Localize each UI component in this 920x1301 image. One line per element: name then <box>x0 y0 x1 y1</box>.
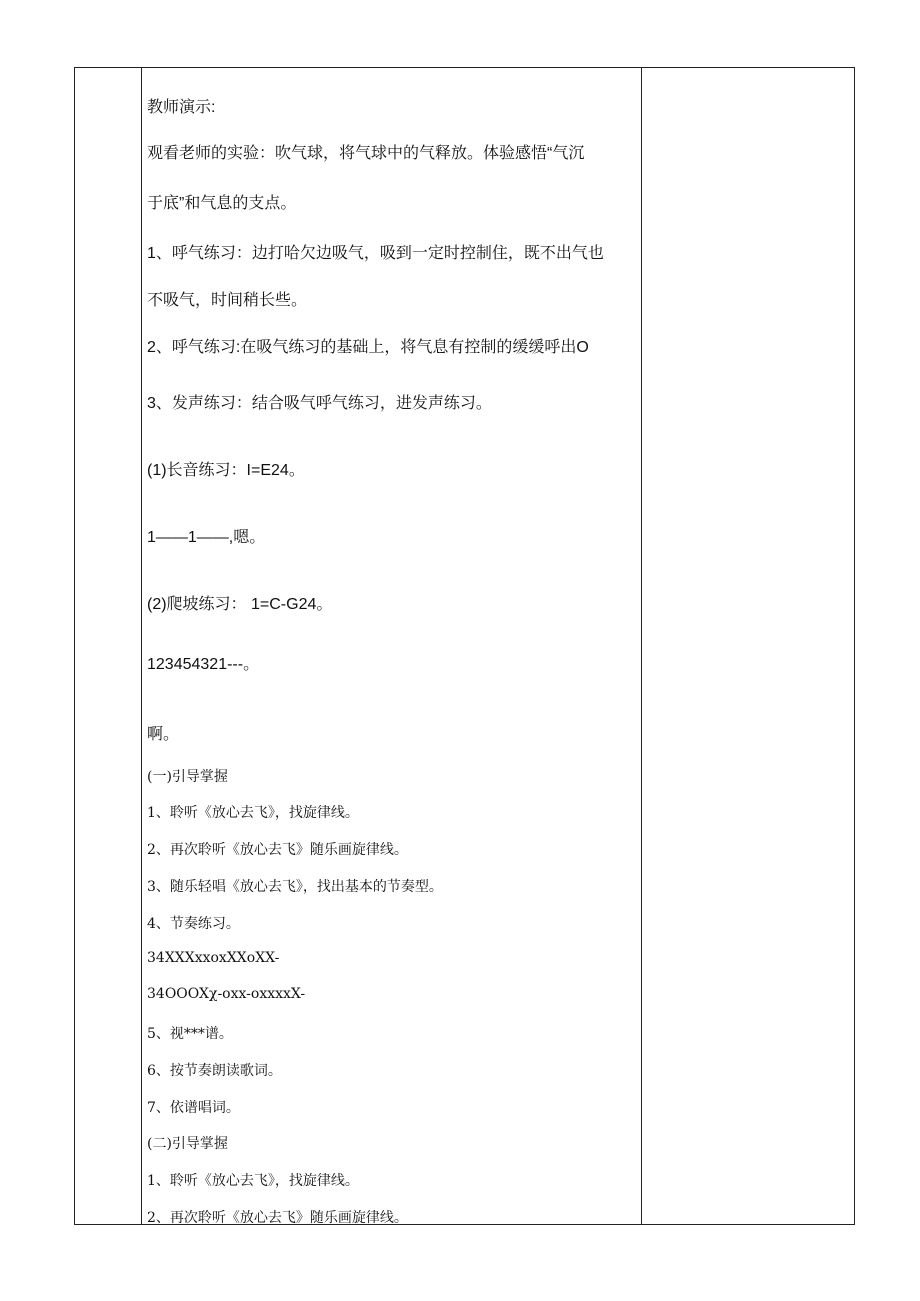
column-divider-right <box>641 68 642 1224</box>
text-line: 1、聆听《放心去飞》，找旋律线。 <box>147 805 359 821</box>
text-line: 教师演示: <box>147 99 216 116</box>
text-line: 2、呼气练习:在吸气练习的基础上，将气息有控制的缓缓呼出O <box>147 339 589 356</box>
text-line: (2)爬坡练习： 1=C-G24。 <box>147 596 333 613</box>
text-line: (二)引导掌握 <box>147 1136 228 1152</box>
content-cell <box>147 68 639 1224</box>
text-line: 啊。 <box>147 726 180 743</box>
text-line: 观看老师的实验：吹气球，将气球中的气释放。体验感悟“气沉 <box>147 145 585 162</box>
text-line: 1——1——,嗯。 <box>147 529 266 546</box>
text-line: 不吸气，时间稍长些。 <box>147 292 308 309</box>
text-line: 2、再次聆听《放心去飞》随乐画旋律线。 <box>147 1210 408 1226</box>
text-line: 4、节奏练习。 <box>147 916 240 932</box>
text-line: 1、聆听《放心去飞》，找旋律线。 <box>147 1173 359 1189</box>
text-line: 于底”和气息的支点。 <box>147 195 297 212</box>
text-line: 34XXXxxoxXXoXX- <box>147 950 280 966</box>
text-line: (一)引导掌握 <box>147 769 228 785</box>
text-line: 2、再次聆听《放心去飞》随乐画旋律线。 <box>147 842 408 858</box>
text-line: 3、随乐轻唱《放心去飞》，找出基本的节奏型。 <box>147 879 443 895</box>
text-line: (1)长音练习：I=E24。 <box>147 462 305 479</box>
column-divider-left <box>141 68 142 1224</box>
text-line: 5、视***谱。 <box>147 1026 233 1042</box>
text-line: 7、依谱唱词。 <box>147 1100 240 1116</box>
text-line: 3、发声练习：结合吸气呼气练习，进发声练习。 <box>147 395 492 412</box>
text-line: 1、呼气练习：边打哈欠边吸气，吸到一定时控制住，既不出气也 <box>147 245 604 262</box>
text-line: 6、按节奏朗读歌词。 <box>147 1063 282 1079</box>
lesson-table <box>74 67 855 1225</box>
text-line: 34OOOXχ-oxx-oxxxxX- <box>147 986 306 1002</box>
text-line: 123454321---。 <box>147 656 260 673</box>
